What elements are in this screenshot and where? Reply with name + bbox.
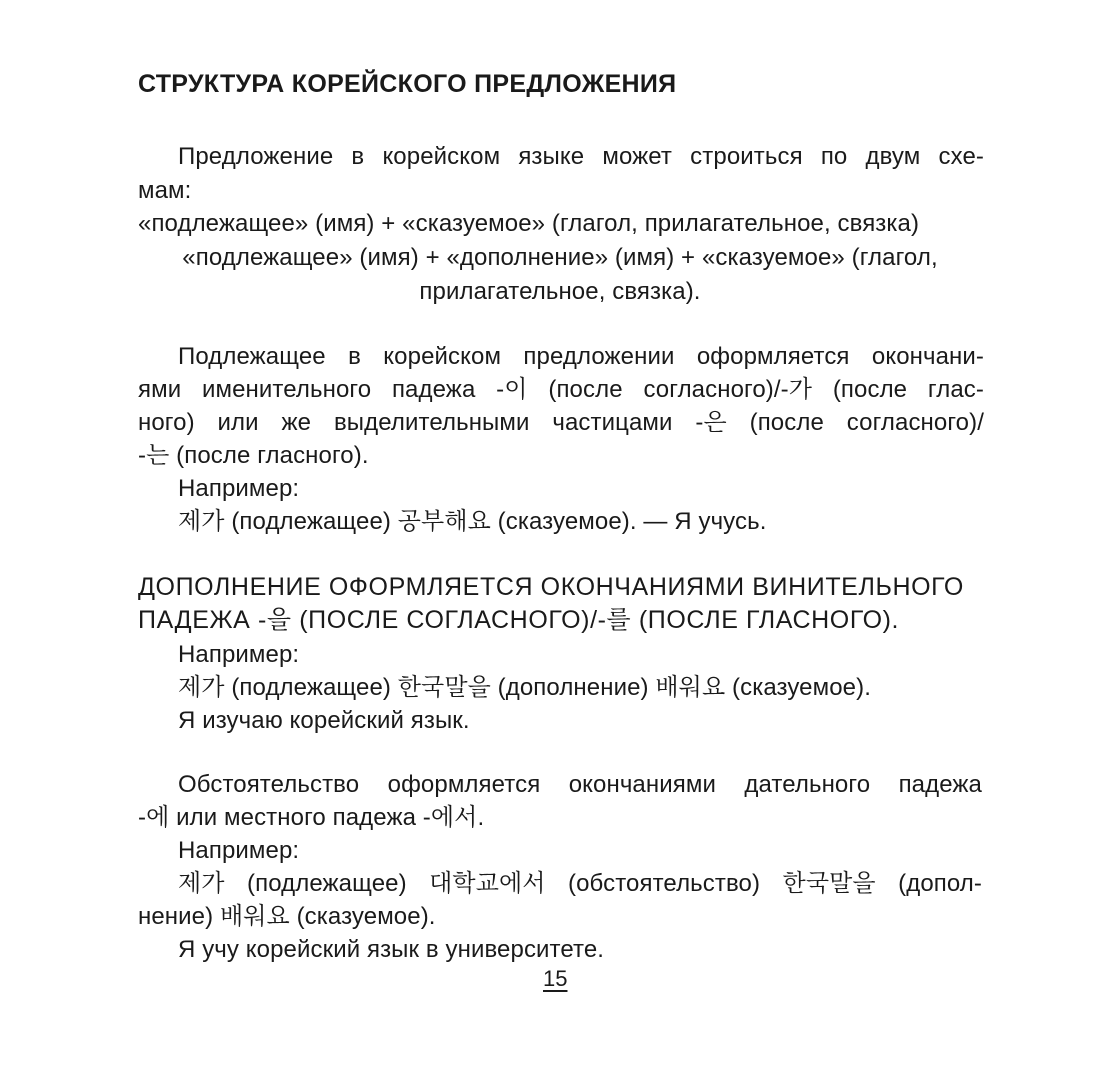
example-label: Например:	[178, 475, 300, 502]
paragraph-line: -는 (после гласного).	[138, 442, 369, 469]
paragraph-line: Предложение в корейском языке может строиться по двум схе-	[178, 143, 984, 170]
paragraph-line: ПАДЕЖА -을 (ПОСЛЕ СОГЛАСНОГО)/-를 (ПОСЛЕ ГЛАСНОГО).	[138, 606, 900, 634]
example-sentence-continued: нение) 배워요 (сказуемое).	[138, 903, 436, 930]
paragraph-line: ного) или же выделительными частицами -은 (после согласного)/	[138, 409, 984, 436]
page-number: 15	[543, 966, 568, 991]
paragraph-line: Подлежащее в корейском предложении оформляется окончани-	[178, 343, 984, 370]
paragraph-line: Обстоятельство оформляется окончаниями дательного падежа	[178, 771, 982, 798]
example-sentence: 제가 (подлежащее) 공부해요 (сказуемое). — Я учусь.	[178, 508, 767, 535]
paragraph-line: «подлежащее» (имя) + «сказуемое» (глагол, прилагательное, связка)	[138, 210, 920, 237]
example-translation: Я изучаю корейский язык.	[178, 707, 470, 734]
example-label: Например:	[178, 641, 300, 668]
example-sentence: 제가 (подлежащее) 대학교에서 (обстоятельство) 한국말을 (допол-	[178, 870, 982, 897]
example-label: Например:	[178, 837, 300, 864]
example-translation: Я учу корейский язык в университете.	[178, 936, 605, 963]
paragraph-line: ями именительного падежа -이 (после согласного)/-가 (после глас-	[138, 376, 984, 403]
paragraph-line: «подлежащее» (имя) + «дополнение» (имя) + «сказуемое» (глагол,	[182, 244, 938, 271]
paragraph-line: прилагательное, связка).	[419, 278, 701, 305]
paragraph-line: мам:	[138, 177, 192, 204]
page-title: СТРУКТУРА КОРЕЙСКОГО ПРЕДЛОЖЕНИЯ	[138, 70, 677, 98]
paragraph-line: ДОПОЛНЕНИЕ ОФОРМЛЯЕТСЯ ОКОНЧАНИЯМИ ВИНИТЕЛЬНОГО	[138, 573, 964, 601]
example-sentence: 제가 (подлежащее) 한국말을 (дополнение) 배워요 (сказуемое).	[178, 674, 871, 701]
paragraph-line: -에 или местного падежа -에서.	[138, 804, 485, 831]
